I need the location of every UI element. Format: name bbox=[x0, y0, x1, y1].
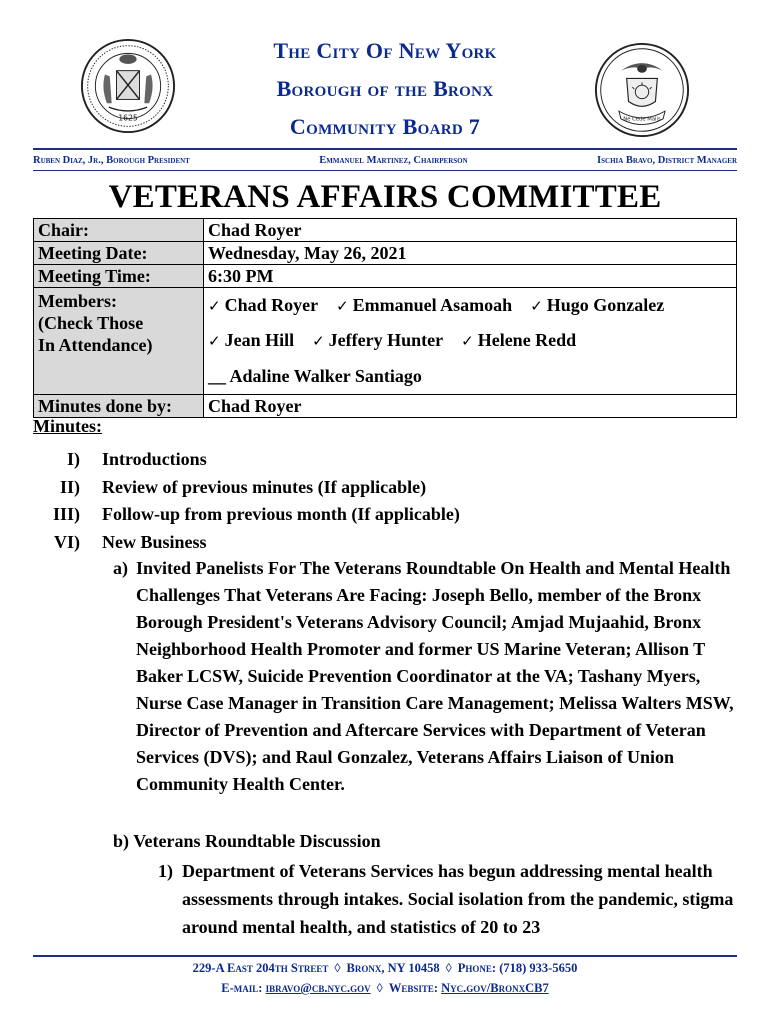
member-name: Jeffery Hunter bbox=[328, 330, 444, 350]
officials-bar bbox=[33, 152, 737, 168]
member-item bbox=[530, 294, 664, 317]
member-item bbox=[208, 294, 318, 317]
checkmark-icon: ✓ bbox=[208, 332, 221, 350]
footer-city: Bronx, NY 10458 bbox=[346, 961, 440, 975]
meeting-time-value: 6:30 PM bbox=[204, 265, 737, 288]
email-link[interactable]: ibravo@cb.nyc.gov bbox=[265, 981, 371, 995]
footer-phone: Phone: (718) 933-5650 bbox=[457, 961, 578, 975]
member-item bbox=[461, 329, 576, 352]
divider bbox=[33, 148, 737, 150]
divider bbox=[33, 170, 737, 171]
divider bbox=[33, 955, 737, 957]
list-item bbox=[33, 446, 743, 474]
letterhead bbox=[0, 32, 770, 146]
member-item bbox=[336, 294, 512, 317]
members-value bbox=[204, 288, 737, 395]
diamond-separator-icon: ◊ bbox=[445, 961, 452, 975]
member-name: Helene Redd bbox=[477, 330, 577, 350]
members-row bbox=[208, 358, 732, 393]
agenda-text: Introductions bbox=[102, 449, 207, 470]
meeting-date-label: Meeting Date: bbox=[34, 242, 204, 265]
checkmark-icon: ✓ bbox=[336, 297, 349, 315]
website-label: Website: bbox=[388, 981, 438, 995]
minutes-by-label: Minutes done by: bbox=[34, 395, 204, 418]
footer-address-line bbox=[0, 961, 770, 976]
website-link[interactable]: Nyc.gov/BronxCB7 bbox=[441, 981, 549, 995]
table-row bbox=[34, 219, 737, 242]
agenda-number: III) bbox=[52, 504, 80, 525]
agenda-number: VI) bbox=[54, 531, 80, 552]
chair-label: Chair: bbox=[34, 219, 204, 242]
list-item bbox=[33, 529, 743, 557]
footer-contact-line bbox=[0, 981, 770, 996]
table-row bbox=[34, 395, 737, 418]
member-name: Jean Hill bbox=[224, 330, 295, 350]
agenda-text: Review of previous minutes (If applicable) bbox=[102, 476, 427, 497]
diamond-separator-icon: ◊ bbox=[376, 981, 383, 995]
diamond-separator-icon: ◊ bbox=[334, 961, 341, 975]
meeting-info-table bbox=[33, 218, 737, 418]
checkmark-icon: ✓ bbox=[530, 297, 543, 315]
item-text: Invited Panelists For The Veterans Roundtable On Health and Mental Health Challenges That Veterans Are Facing: Joseph Bello, member of the Bronx Borough President's Veterans Advisory Council; Amjad Mujaahid, Bronx Neighborhood Health Promoter and former US Marine Veteran; Allison T Baker LCSW, Suicide Prevention Coordinator at the VA; Tashany Myers, Nurse Case Manager in Transition Care Management; Melissa Walters MSW, Director of Prevention and Aftercare Services with Department of Veteran Services (DVS); and Raul Gonzalez, Veterans Affairs Liaison of Union Community Health Center. bbox=[136, 558, 734, 794]
item-marker: a) bbox=[113, 558, 128, 578]
page-title: VETERANS AFFAIRS COMMITTEE bbox=[108, 179, 662, 215]
item-text: Department of Veterans Services has begun addressing mental health assessments through intakes. Social isolation from the pandemic, stigma around mental health, and statistics of 20 to 23 bbox=[182, 861, 734, 937]
item-marker: b) bbox=[113, 831, 130, 851]
item-text: Veterans Roundtable Discussion bbox=[133, 831, 381, 851]
discussion-item-1 bbox=[158, 857, 742, 941]
footer-address: 229-A East 204th Street bbox=[192, 961, 329, 975]
board-chairperson: Emmanuel Martinez, Chairperson bbox=[319, 154, 468, 166]
list-item bbox=[33, 501, 743, 529]
members-row bbox=[208, 288, 732, 323]
email-label: E-mail: bbox=[221, 981, 263, 995]
agenda-text: New Business bbox=[102, 531, 207, 552]
member-name: Chad Royer bbox=[224, 295, 319, 315]
header-board: Community Board 7 bbox=[289, 114, 481, 139]
member-item bbox=[312, 329, 443, 352]
minutes-heading: Minutes: bbox=[33, 416, 102, 436]
item-marker: 1) bbox=[158, 861, 173, 881]
header-city: The City Of New York bbox=[273, 38, 497, 63]
list-item bbox=[33, 474, 743, 502]
meeting-date-value: Wednesday, May 26, 2021 bbox=[204, 242, 737, 265]
checkmark-icon: ✓ bbox=[208, 297, 221, 315]
member-name: Hugo Gonzalez bbox=[546, 295, 665, 315]
new-business-item-a bbox=[113, 555, 749, 798]
member-item bbox=[208, 365, 422, 387]
checkmark-icon: ✓ bbox=[461, 332, 474, 350]
member-name: Emmanuel Asamoah bbox=[352, 295, 513, 315]
meeting-time-label: Meeting Time: bbox=[34, 265, 204, 288]
agenda-text: Follow-up from previous month (If applicable) bbox=[102, 504, 460, 525]
members-label-line: (Check Those bbox=[38, 313, 144, 333]
table-row bbox=[34, 242, 737, 265]
seal-motto: Ne Cede Malis bbox=[623, 116, 661, 123]
agenda-list bbox=[33, 446, 743, 556]
table-row bbox=[34, 288, 737, 395]
agenda-number: II) bbox=[59, 476, 80, 497]
members-label-line: In Attendance) bbox=[38, 335, 153, 355]
member-name: Adaline Walker Santiago bbox=[229, 365, 422, 386]
seal-year: 1625 bbox=[118, 113, 138, 123]
table-row bbox=[34, 265, 737, 288]
member-item bbox=[208, 329, 294, 352]
minutes-by-value: Chad Royer bbox=[204, 395, 737, 418]
members-label-line: Members: bbox=[38, 291, 117, 311]
blank-check-mark: __ bbox=[208, 365, 226, 386]
members-label bbox=[34, 288, 204, 395]
new-business-item-b bbox=[113, 828, 381, 855]
district-manager: Ischia Bravo, District Manager bbox=[597, 154, 737, 166]
header-borough: Borough of the Bronx bbox=[276, 76, 494, 101]
agenda-number: I) bbox=[67, 449, 80, 470]
borough-president: Ruben Diaz, Jr., Borough President bbox=[33, 154, 190, 166]
chair-value: Chad Royer bbox=[204, 219, 737, 242]
members-row bbox=[208, 323, 732, 358]
checkmark-icon: ✓ bbox=[312, 332, 325, 350]
